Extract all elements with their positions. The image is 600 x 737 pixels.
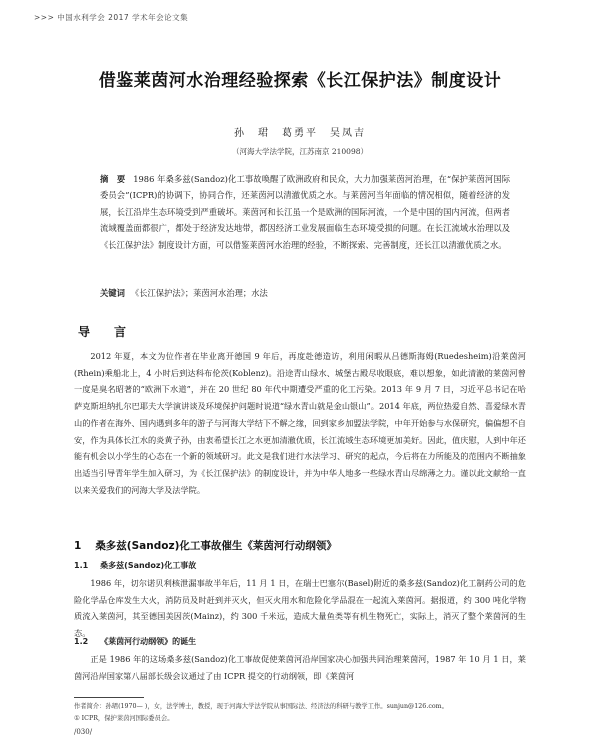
keywords-label: 关键词 [100,288,125,298]
abstract-label: 摘 要 [100,174,126,184]
abstract [100,171,510,253]
subsection-1-1-text: 1986 年，切尔诺贝利核泄漏事故半年后，11 月 1 日，在瑞士巴塞尔(Basel)附近的桑多兹(Sandoz)化工制药公司的危险化学品仓库发生大火，消防员及时赶到并灭火，但灭火用水和危险化学品混在一起流入莱茵河。据报道，约 300 吨化学物质流入莱茵河，其至德国美因茨(Mainz)，约 300 千米远，造成大量鱼类等有机生物死亡，实际上，消灭了整个莱茵河的生态。 [74,578,526,639]
paper-title: 借鉴莱茵河水治理经验探索《长江保护法》制度设计 [98,71,502,91]
abstract-text: 1986 年桑多兹(Sandoz)化工事故唤醒了欧洲政府和民众，大力加强莱茵河治理，在“保护莱茵河国际委员会”(ICPR)的协调下，协同合作，还莱茵河以清澈优质之水。与莱茵河当年面临的情况相似，随着经济的发展，长江沿岸生态环境受到严重破坏。莱茵河和长江虽一个是欧洲的国际河流，一个是中国的国内河流，但两者流域覆盖面都很广，都处于经济发达地带，都因经济工业发展面临生态环境受损的问题。在长江流域水治理以及《长江保护法》制度设计方面，可以借鉴莱茵河水治理的经验，不断探索、完善制度，还长江以清澈优质之水。 [100,174,510,250]
subsection-1-1-heading [74,560,196,571]
author-list: 孙 珺 葛勇平 吴凤吉 [234,128,366,139]
footnote-divider [74,697,144,698]
subsection-1-1-number: 1.1 [74,561,89,570]
section-1-title: 桑多兹(Sandoz)化工事故催生《莱茵河行动纲领》 [95,540,337,552]
footnote-author-info: 作者简介：孙珺(1970— )，女，法学博士，教授，现于河海大学法学院从事国际法、经济法的科研与教学工作。sunjun@126.com。 [74,703,448,710]
section-1-number: 1 [74,540,82,552]
footnotes [74,701,526,725]
page-number: /030/ [74,728,93,736]
subsection-1-2-text: 正是 1986 年的这场桑多兹(Sandoz)化工事故促使莱茵河沿岸国家决心加强共同治理莱茵河，1987 年 10 月 1 日，莱茵河沿岸国家第八届部长级会议通过了由 ICPR 提交的行动纲领，即《莱茵河 [74,654,526,681]
keywords [100,286,510,300]
subsection-1-1-title: 桑多兹(Sandoz)化工事故 [100,561,197,570]
keywords-text: 《长江保护法》；莱茵河水治理；水法 [130,288,268,298]
subsection-1-2-number: 1.2 [74,637,89,646]
section-1-heading [74,538,337,553]
running-head: >>> 中国水利学会 2017 学术年会论文集 [34,13,189,22]
subsection-1-2-heading [74,636,196,647]
intro-heading: 导 言 [78,325,133,339]
footnote-1: ① ICPR，保护莱茵河国际委员会。 [74,715,174,722]
subsection-1-2-title: 《莱茵河行动纲领》的诞生 [100,637,197,646]
affiliation: （河海大学法学院，江苏南京 210098） [231,147,368,156]
intro-paragraph: 2012 年夏，本文为位作者在毕业离开德国 9 年后，再度赴德造访，利用闲暇从吕德斯海姆(Ruedesheim)沿莱茵河(Rhein)乘船北上，4 小时后到达科布伦茨(Koblenz)。沿途青山绿水、城堡古殿尽收眼底，难以想象，如此清澈的莱茵河曾一度是臭名昭著的“欧洲下水道”，并在 20 世纪 80 年代中期遭受严重的化工污染。2013 年 9 月 7 日，习近平总书记在哈萨克斯坦纳扎尔巴耶夫大学演讲谈及环境保护问题时说道“绿水青山就是金山银山”。2014 年底，两位热爱自然、喜爱绿水青山的作者在海外、国内遇到多年的游子与河海大学结下不解之缘，回到家乡加盟法学院，中年开始参与水保研究，偏偏想不自安，作为具体长江水的炎黄子孙，由衷希望长江之水更加清澈优质，长江流域生态环境更加美好。因此，值庆慰，人到中年还能有机会以小学生的心态在一个新的领域研习。此文是我们进行水法学习、研究的起点，今后将在力所能及的范围内不断抽象出适当引导青年学生加入研习，为《长江保护法》的制度设计，并为中华人地多一些绿水青山尽绵薄之力。谨以此文献给一直以来关爱我们的河海大学及法学院。 [74,351,526,495]
intro-body [74,348,526,498]
